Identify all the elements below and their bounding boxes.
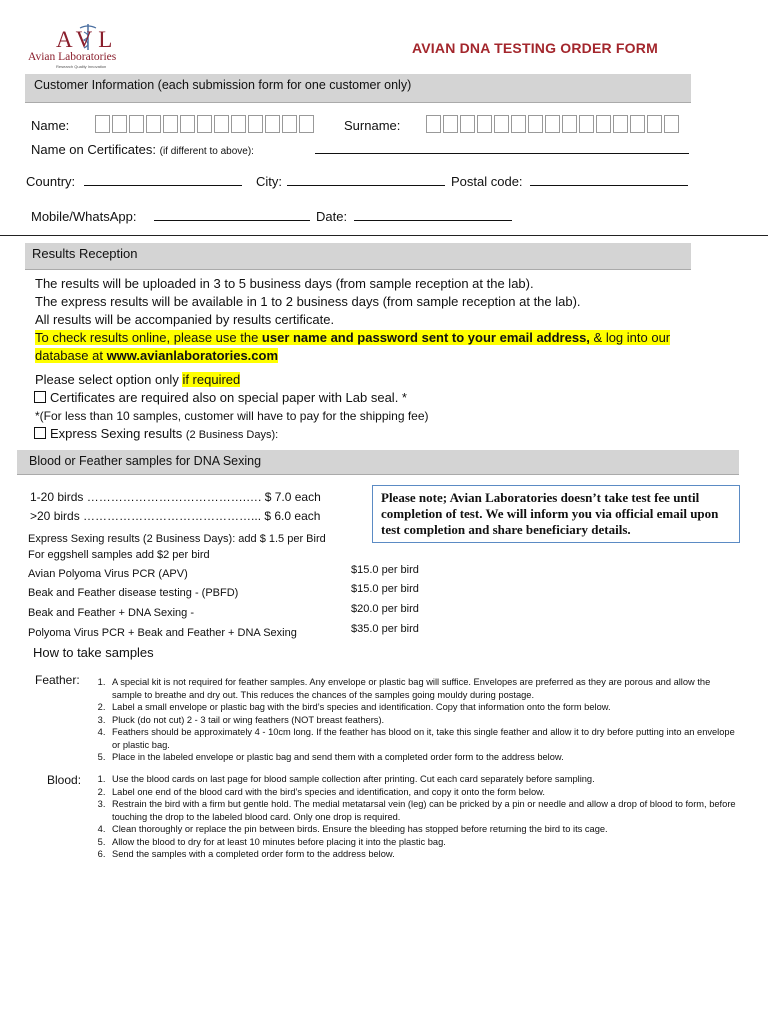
feather-step: 5. Place in the labeled envelope or plastic bag and send them with a completed order form to the address below. <box>108 751 736 764</box>
cert-name-note: (if different to above): <box>159 146 254 157</box>
customer-section-header <box>25 74 691 103</box>
feather-label: Feather: <box>35 673 80 687</box>
payment-note: Please note; Avian Laboratories doesn’t take test fee until completion of test. We will inform you via official email upon test completion and share beneficiary details. <box>372 485 740 543</box>
results-section-header <box>25 243 691 270</box>
test-price: $20.0 per bird <box>351 603 419 615</box>
results-section-title: Results Reception <box>32 246 138 261</box>
name-label: Name: <box>31 118 70 133</box>
select-text-a: Please select option only <box>35 372 183 387</box>
cert-name-row <box>31 142 254 157</box>
name-input-boxes[interactable] <box>95 115 316 133</box>
feather-steps <box>86 676 736 764</box>
option-certificates-note: *(For less than 10 samples, customer will have to pay for the shipping fee) <box>35 409 429 423</box>
online-text-c: & log into our database at <box>35 330 671 363</box>
samples-section-title: Blood or Feather samples for DNA Sexing <box>29 454 262 468</box>
online-text-a: To check results online, please use the <box>35 330 262 345</box>
blood-step: 1. Use the blood cards on last page for blood sample collection after printing. Cut each card separately before sampling. <box>108 773 736 786</box>
feather-step: 2. Label a small envelope or plastic bag with the bird’s species and identification. Copy that information onto the form below. <box>108 701 736 714</box>
blood-label: Blood: <box>47 773 82 787</box>
express-price: Express Sexing results (2 Business Days): add $ 1.5 per Bird <box>28 533 326 545</box>
logo <box>26 24 146 68</box>
test-price: $35.0 per bird <box>351 623 419 635</box>
cert-name-field[interactable] <box>315 153 689 154</box>
mobile-field[interactable] <box>154 220 310 221</box>
certificates-checkbox[interactable] <box>34 391 46 403</box>
test-name: Avian Polyoma Virus PCR (APV) <box>28 568 188 580</box>
country-field[interactable] <box>84 185 242 186</box>
price-list <box>30 490 321 528</box>
blood-steps <box>86 773 736 861</box>
feather-step: 1. A special kit is not required for feather samples. Any envelope or plastic bag will suffice. Envelopes are preferred as they are porous and allow the sample to breathe and dry out. This reduces the chances of the samples going mouldy during postage. <box>108 676 736 701</box>
feather-step: 3. Pluck (do not cut) 2 - 3 tail or wing feathers (NOT breast feathers). <box>108 714 736 727</box>
test-price: $15.0 per bird <box>351 564 419 576</box>
blood-step: 5. Allow the blood to dry for at least 10 minutes before placing it into the plastic bag. <box>108 836 736 849</box>
test-name: Beak and Feather disease testing - (PBFD) <box>28 587 239 599</box>
howto-title: How to take samples <box>33 645 154 660</box>
city-field[interactable] <box>287 185 445 186</box>
results-line-2: The express results will be available in 1 to 2 business days (from sample reception at the lab). <box>35 294 581 309</box>
test-name: Polyoma Virus PCR + Beak and Feather + DNA Sexing <box>28 627 297 639</box>
surname-input-boxes[interactable] <box>426 115 681 133</box>
results-online-info <box>35 329 725 365</box>
test-row <box>28 564 448 583</box>
select-option-line <box>35 371 725 389</box>
date-field[interactable] <box>354 220 512 221</box>
test-row <box>28 603 448 623</box>
mobile-label: Mobile/WhatsApp: <box>31 209 137 224</box>
option-express-note: (2 Business Days): <box>185 429 279 441</box>
feather-step: 4. Feathers should be approximately 4 - 10cm long. If the feather has blood on it, take this single feather and allow it to dry before putting into an envelope or plastic bag. <box>108 726 736 751</box>
postal-code-label: Postal code: <box>451 174 523 189</box>
price-line-2: >20 birds ……………………………………... $ 6.0 each <box>30 509 321 523</box>
select-text-b: if required <box>182 372 241 387</box>
customer-section-title: Customer Information (each submission form for one customer only) <box>34 78 412 92</box>
option-express-label: Express Sexing results <box>50 426 183 441</box>
test-price: $15.0 per bird <box>351 583 419 595</box>
logo-letters: AVL <box>56 27 119 52</box>
option-certificates <box>34 389 725 407</box>
surname-label: Surname: <box>344 118 401 133</box>
results-text <box>35 275 725 444</box>
option-certificates-label: Certificates are required also on special paper with Lab seal. * <box>50 390 407 405</box>
blood-step: 6. Send the samples with a completed order form to the address below. <box>108 848 736 861</box>
country-label: Country: <box>26 174 76 189</box>
blood-step: 4. Clean thoroughly or replace the pin between birds. Ensure the bleeding has stopped before returning the bird to its cage. <box>108 823 736 836</box>
postal-code-field[interactable] <box>530 185 688 186</box>
results-line-1: The results will be uploaded in 3 to 5 business days (from sample reception at the lab). <box>35 276 534 291</box>
express-checkbox[interactable] <box>34 427 46 439</box>
test-row <box>28 623 448 643</box>
test-price-list <box>28 564 448 643</box>
blood-step: 2. Label one end of the blood card with the bird’s species and identification, and copy it onto the form below. <box>108 786 736 799</box>
logo-text: Avian Laboratories <box>28 51 117 63</box>
logo-tagline: Research Quality Innovation <box>56 64 107 69</box>
samples-section-header <box>17 450 739 475</box>
divider <box>0 235 768 236</box>
website-link[interactable]: www.avianlaboratories.com <box>106 348 279 363</box>
form-title: AVIAN DNA TESTING ORDER FORM <box>412 40 658 56</box>
price-line-1: 1-20 birds ………………………………….…. $ 7.0 each <box>30 490 321 504</box>
blood-step: 3. Restrain the bird with a firm but gentle hold. The medial metatarsal vein (leg) can be pricked by a pin or needle and allow a drop of blood to form, before touching the drop to the labeled blood card. Only one drop is required. <box>108 798 736 823</box>
date-label: Date: <box>316 209 348 224</box>
eggshell-price: For eggshell samples add $2 per bird <box>28 549 210 561</box>
results-line-3: All results will be accompanied by results certificate. <box>35 312 335 327</box>
city-label: City: <box>256 174 282 189</box>
test-row <box>28 583 448 603</box>
option-express <box>34 425 725 444</box>
online-text-b: user name and password sent to your email address, <box>261 330 590 345</box>
cert-name-label: Name on Certificates: <box>31 142 156 157</box>
test-name: Beak and Feather + DNA Sexing - <box>28 607 195 619</box>
